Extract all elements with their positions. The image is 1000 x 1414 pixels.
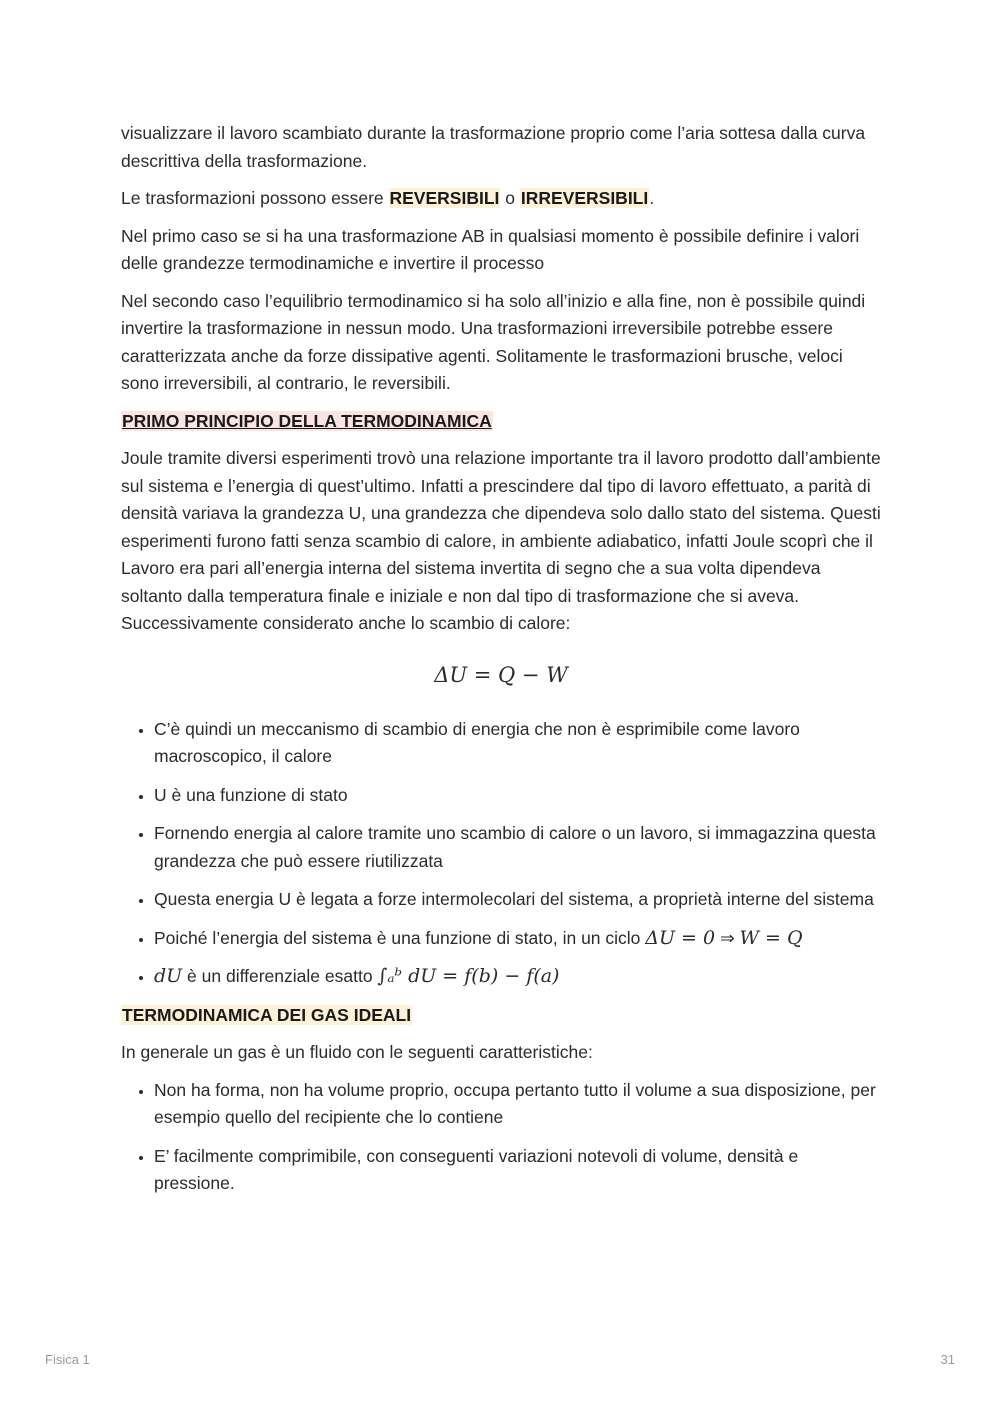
paragraph-first-case: Nel primo caso se si ha una trasformazione AB in qualsiasi momento è possibile definire i valori delle grandezze termodinamiche e invertire il processo <box>121 225 860 273</box>
list-item: • C’è quindi un meccanismo di scambio di energia che non è esprimibile come lavoro macroscopico, il calore <box>154 716 881 771</box>
list-item <box>154 925 881 953</box>
bullet-list-internal-energy <box>121 716 881 991</box>
footer-page-number: 31 <box>940 1352 955 1367</box>
list-item: • Fornendo energia al calore tramite uno scambio di calore o un lavoro, si immagazzina questa grandezza che può essere riutilizzata <box>154 820 881 875</box>
paragraph-joule: Joule tramite diversi esperimenti trovò una relazione importante tra il lavoro prodotto dall’ambiente sul sistema e l’energia di quest’ultimo. Infatti a prescindere dal tipo di lavoro effettuato, a parità di densità variava la grandezza U, una grandezza che dipendeva solo dallo stato del sistema. Questi esperimenti furono fatti senza scambio di calore, in ambiente adiabatico, infatti Joule scoprì che il Lavoro era pari all’energia interna del sistema invertita di segno che a sua volta dipendeva soltanto dalla temperatura finale e iniziale e non dal tipo di trasformazione che si aveva. Successivamente considerato anche lo scambio di calore: <box>121 448 881 633</box>
paragraph-work-area: visualizzare il lavoro scambiato durante la trasformazione proprio come l’aria sottesa dalla curva descrittiva della trasformazione. <box>121 123 866 171</box>
section-heading-first-principle <box>121 408 881 436</box>
list-item: • Non ha forma, non ha volume proprio, occupa pertanto tutto il volume a sua disposizione, per esempio quello del recipiente che lo contiene <box>154 1077 881 1132</box>
text-fragment: o <box>500 188 520 208</box>
paragraph-second-case: Nel secondo caso l’equilibrio termodinamico si ha solo all’inizio e alla fine, non è possibile quindi invertire la trasformazione in nessun modo. Una trasformazioni irreversibile potrebbe essere caratterizzata anche da forze dissipative agenti. Solitamente le trasformazioni brusche, veloci sono irreversibili, al contrario, le reversibili. <box>121 290 866 393</box>
math-w-equals-q: W = Q <box>739 926 803 949</box>
section-heading-ideal-gases <box>121 1002 881 1030</box>
heading-text: TERMODINAMICA DEI GAS IDEALI <box>122 1004 412 1025</box>
math-du: dU <box>154 965 183 987</box>
text-fragment: è un differenziale esatto <box>182 966 378 986</box>
implies-arrow: ⇒ <box>715 927 740 948</box>
footer-document-title: Fisica 1 <box>45 1352 90 1367</box>
text-fragment: Le trasformazioni possono essere <box>121 188 389 208</box>
list-item: • E’ facilmente comprimibile, con conseguenti variazioni notevoli di volume, densità e pressione. <box>154 1143 881 1198</box>
math-integral: ∫ₐᵇ dU = f(b) − f(a) <box>377 965 560 987</box>
text-fragment: Poiché l’energia del sistema è una funzione di stato, in un ciclo <box>154 927 646 948</box>
equation-first-principle: ΔU = Q − W <box>434 662 568 687</box>
highlight-irreversibili: IRREVERSIBILI <box>520 188 649 208</box>
list-item: • U è una funzione di stato <box>154 782 881 810</box>
bullet-list-gas-properties <box>121 1077 881 1198</box>
highlight-reversibili: REVERSIBILI <box>389 188 500 208</box>
paragraph-gas-intro: In generale un gas è un fluido con le seguenti caratteristiche: <box>121 1042 593 1062</box>
page-content <box>121 120 881 1209</box>
text-fragment: . <box>649 188 655 208</box>
paragraph-transformations <box>121 185 881 213</box>
heading-text: PRIMO PRINCIPIO DELLA TERMODINAMICA <box>122 410 492 431</box>
list-item <box>154 963 881 991</box>
math-delta-u-zero: ΔU = 0 <box>645 926 716 949</box>
list-item: • Questa energia U è legata a forze intermolecolari del sistema, a proprietà interne del sistema <box>154 886 881 914</box>
